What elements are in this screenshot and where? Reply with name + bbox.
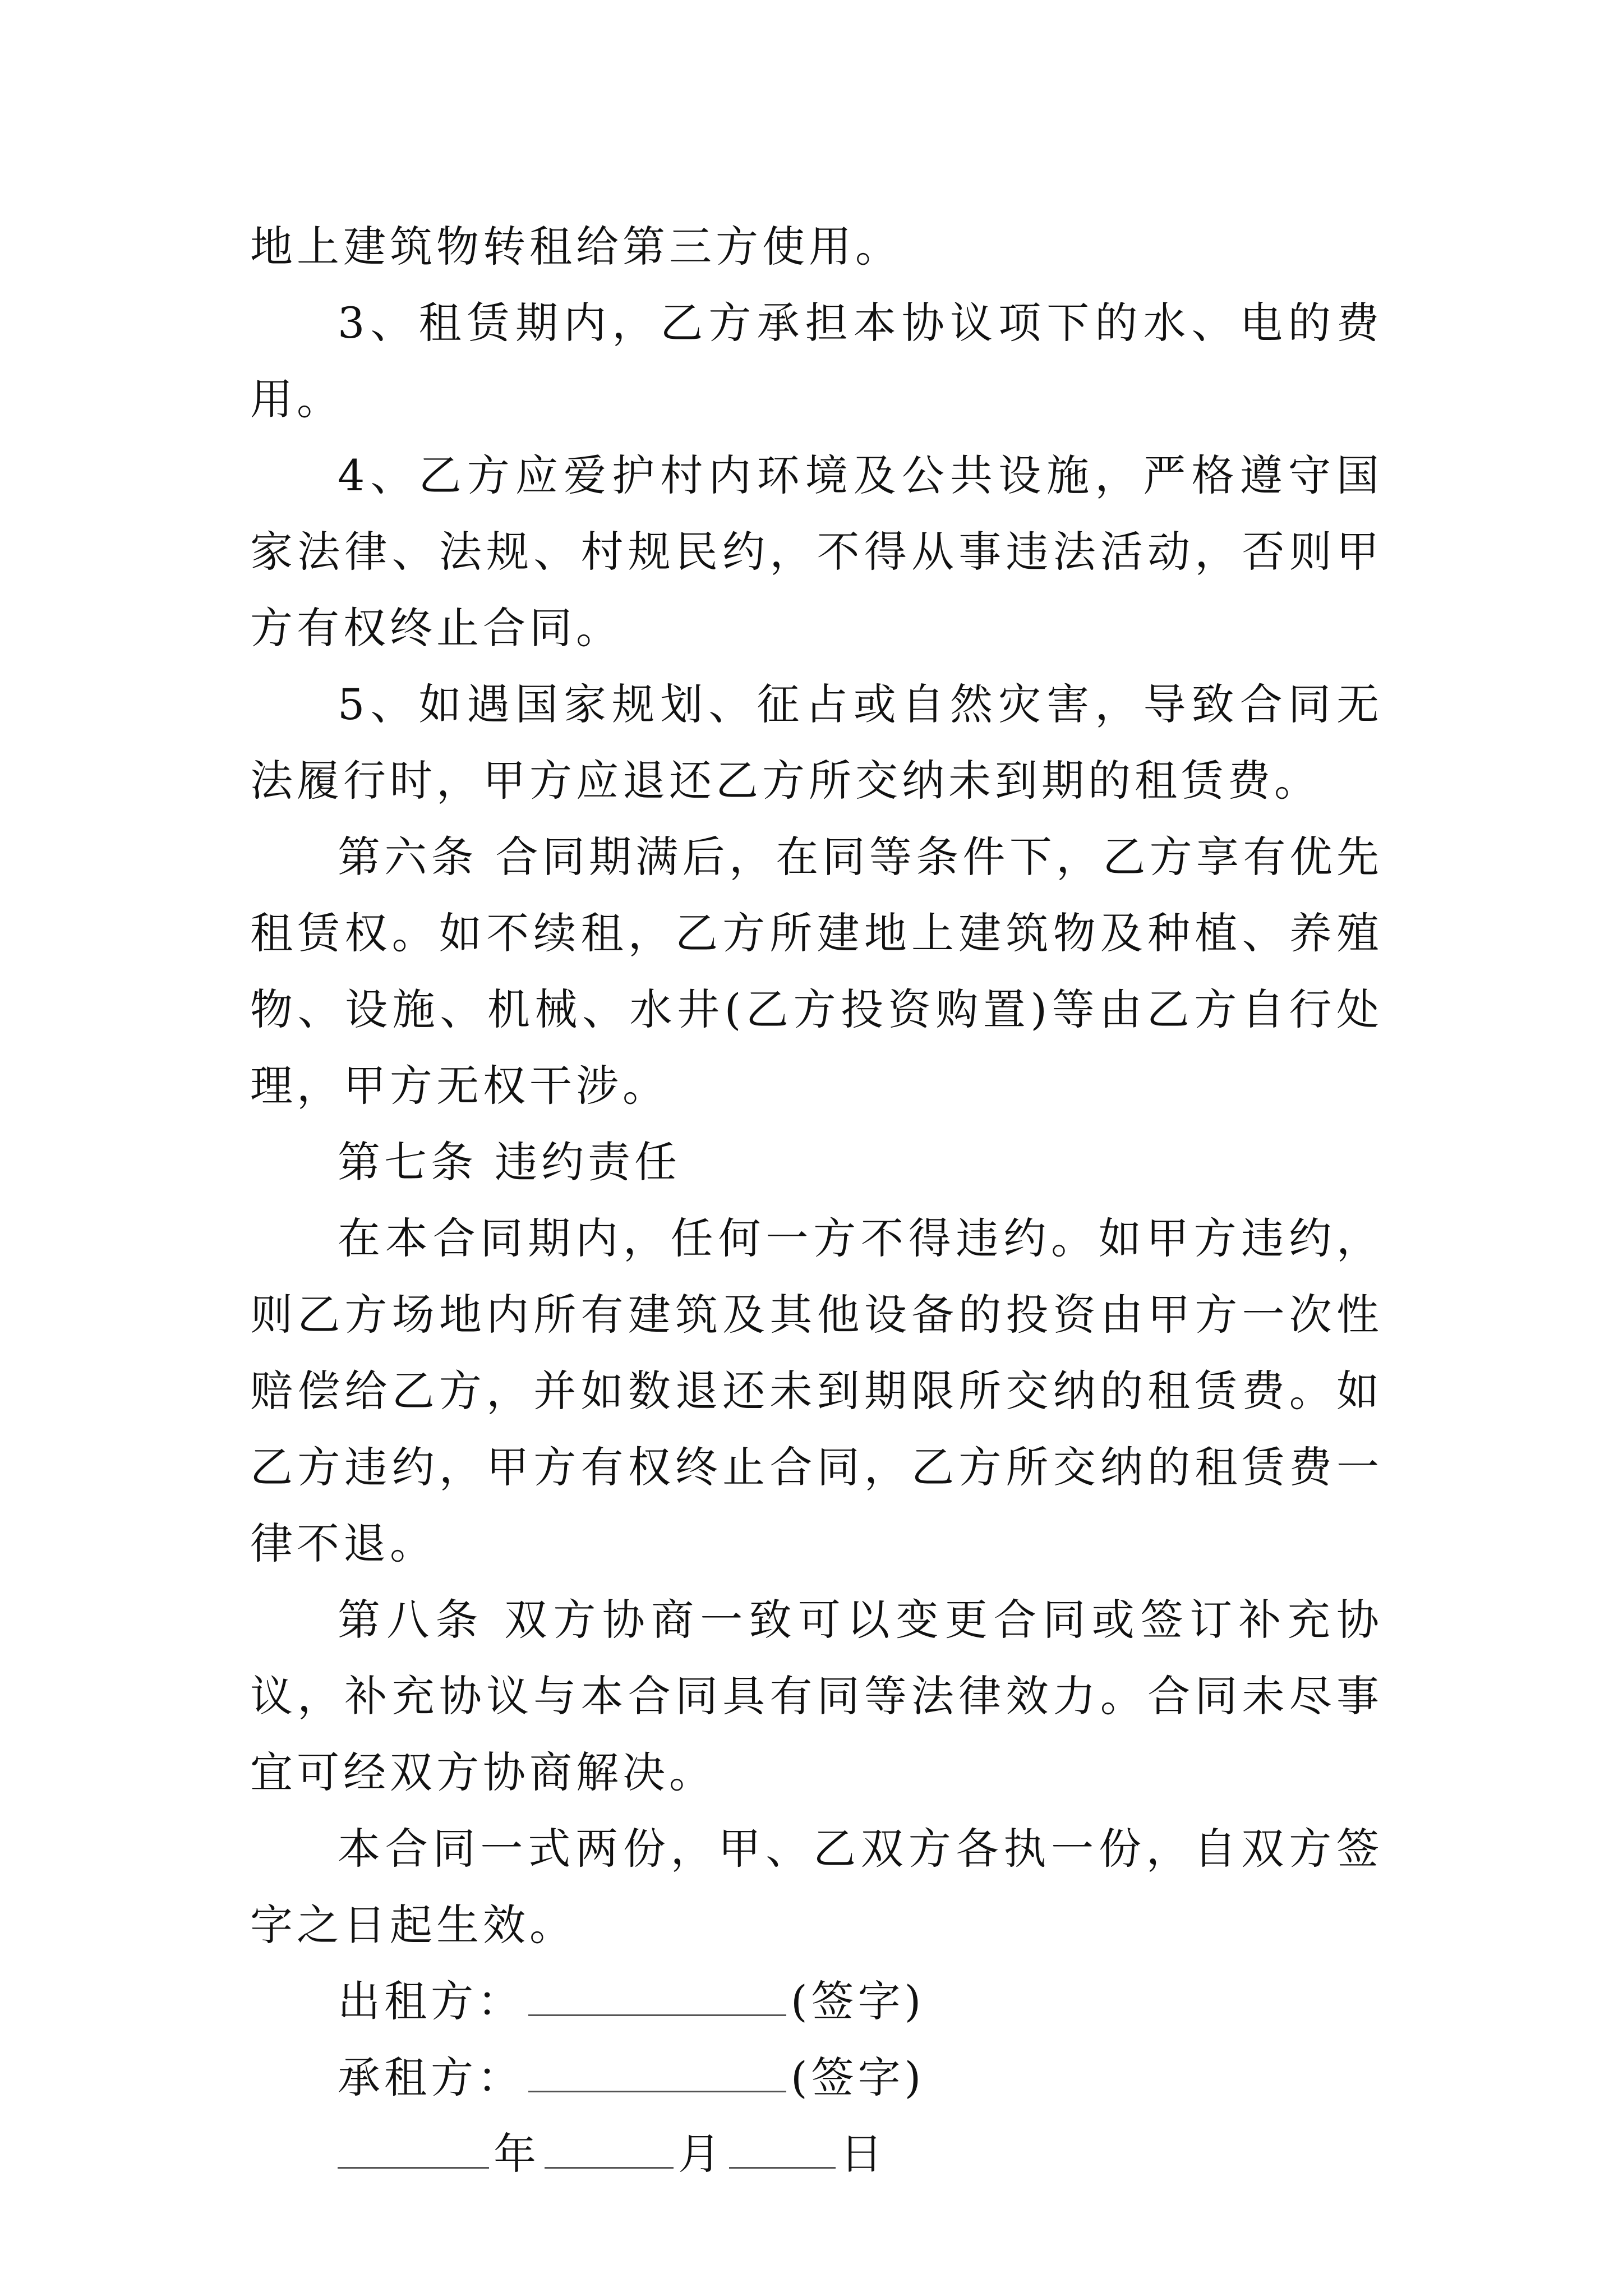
paragraph-continuation: 地上建筑物转租给第三方使用。 [250,222,902,272]
lessee-label: 承租方： [338,2053,524,2102]
lessee-sign-note: (签字) [791,2053,925,2102]
date-line [250,2116,1383,2192]
year-blank[interactable] [338,2131,489,2169]
paragraph-article-6: 第六条 合同期满后，在同等条件下，乙方享有优先租赁权。如不续租，乙方所建地上建筑物及种植、养殖物、设施、机械、水井(乙方投资购置)等由乙方自行处理，甲方无权干涉。 [250,832,1383,1111]
paragraph-item-5: 5、如遇国家规划、征占或自然灾害，导致合同无法履行时，甲方应退还乙方所交纳未到期的租赁费。 [250,679,1383,806]
lessee-signature-blank[interactable] [528,2055,786,2092]
contract-body [250,209,1383,2192]
month-label: 月 [678,2129,725,2179]
paragraph-article-8: 第八条 双方协商一致可以变更合同或签订补充协议，补充协议与本合同具有同等法律效力。合同未尽事宜可经双方协商解决。 [250,1595,1383,1797]
lessor-label: 出租方： [338,1976,524,2026]
day-label: 日 [840,2129,887,2179]
lessor-sign-note: (签字) [791,1976,925,2026]
paragraph-article-7-body: 在本合同期内，任何一方不得违约。如甲方违约，则乙方场地内所有建筑及其他设备的投资由甲方一次性赔偿给乙方，并如数退还未到期限所交纳的租赁费。如乙方违约，甲方有权终止合同，乙方所交纳的租赁费一律不退。 [250,1213,1383,1568]
lessor-signature-blank[interactable] [528,1978,786,2016]
heading-article-7: 第七条 违约责任 [338,1137,681,1187]
lessor-signature-line [250,1963,1383,2040]
paragraph-item-4: 4、乙方应爱护村内环境及公共设施，严格遵守国家法律、法规、村规民约，不得从事违法活动，否则甲方有权终止合同。 [250,450,1383,653]
day-blank[interactable] [729,2131,836,2169]
year-label: 年 [494,2129,540,2179]
month-blank[interactable] [545,2131,674,2169]
paragraph-copies: 本合同一式两份，甲、乙双方各执一份，自双方签字之日起生效。 [250,1824,1383,1950]
lessee-signature-line [250,2040,1383,2116]
paragraph-item-3: 3、租赁期内，乙方承担本协议项下的水、电的费用。 [250,298,1383,424]
